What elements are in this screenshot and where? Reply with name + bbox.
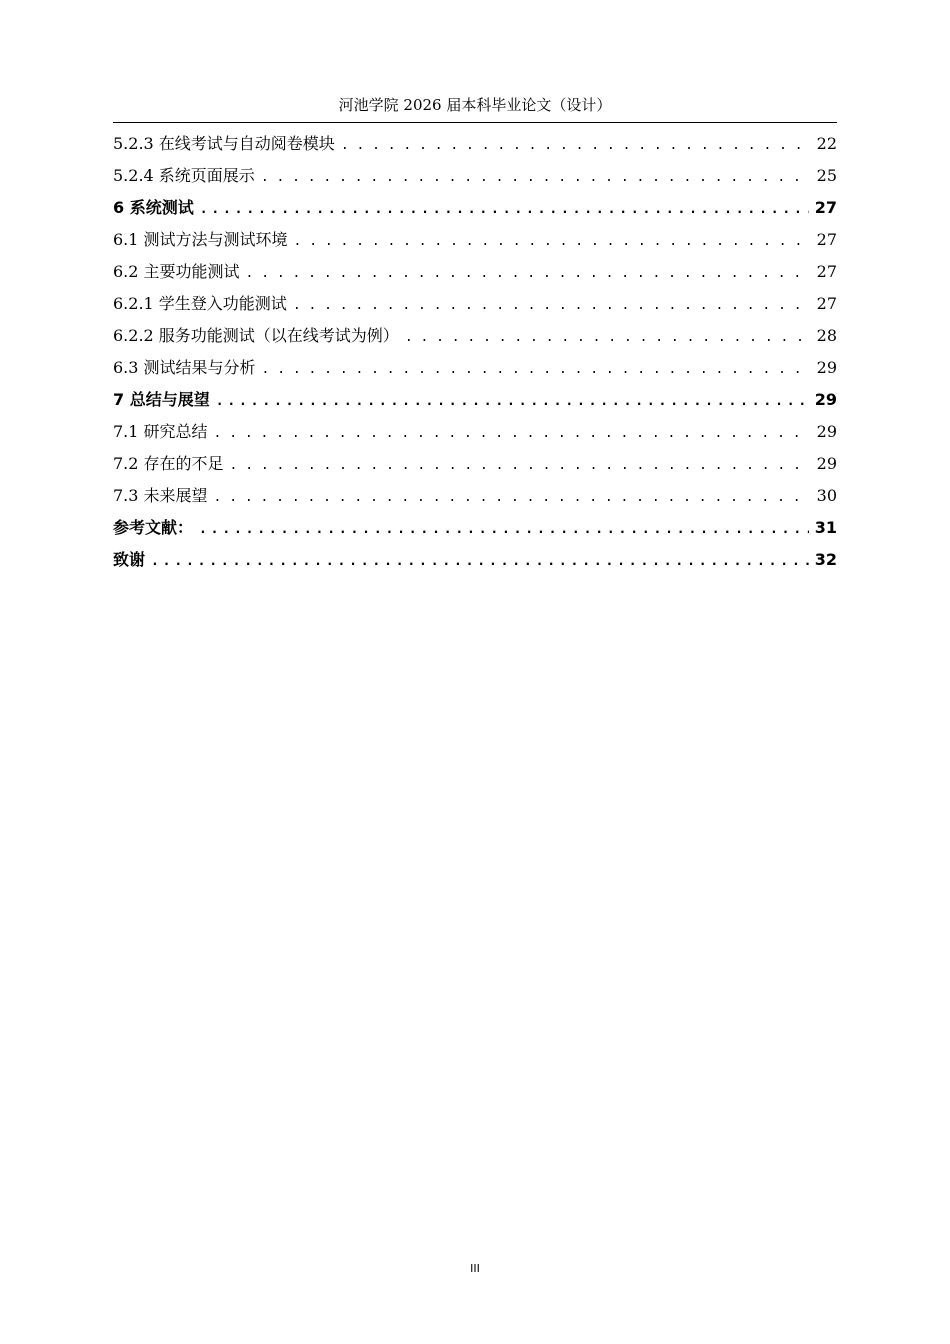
toc-entry-label: 7 总结与展望 [113, 390, 210, 409]
toc-entry-page: 29 [814, 390, 837, 409]
toc-entry[interactable] [113, 416, 837, 448]
toc-entry-label: 7.1 研究总结 [113, 422, 208, 441]
toc-leader-dots [294, 224, 811, 256]
toc-leader-dots [246, 256, 811, 288]
toc-entry-page: 27 [816, 230, 837, 249]
toc-chapter-entry[interactable] [113, 384, 837, 416]
toc-entry-label: 致谢 [113, 550, 146, 569]
toc-entry[interactable] [113, 128, 837, 160]
toc-entry-page: 32 [814, 550, 837, 569]
toc-leader-dots [216, 384, 809, 416]
toc-entry-page: 27 [816, 294, 837, 313]
toc-leader-dots [214, 416, 811, 448]
toc-entry-label: 参考文献： [113, 518, 194, 537]
toc-entry[interactable] [113, 320, 837, 352]
header-divider [113, 122, 837, 123]
toc-entry-label: 5.2.4 系统页面展示 [113, 166, 255, 185]
header-title: 河池学院 2026 届本科毕业论文（设计） [338, 96, 612, 114]
toc-entry[interactable] [113, 480, 837, 512]
toc-leader-dots [261, 160, 811, 192]
toc-leader-dots [293, 288, 811, 320]
toc-entry[interactable] [113, 352, 837, 384]
toc-entry-page: 31 [814, 518, 837, 537]
toc-entry-label: 6.2.2 服务功能测试（以在线考试为例） [113, 326, 399, 345]
toc-leader-dots [405, 320, 811, 352]
toc-leader-dots [214, 480, 811, 512]
toc-entry-page: 25 [816, 166, 837, 185]
table-of-contents [113, 128, 837, 576]
page-number: III [470, 1262, 480, 1275]
toc-entry[interactable] [113, 256, 837, 288]
toc-entry-page: 22 [816, 134, 837, 153]
toc-entry-page: 28 [816, 326, 837, 345]
toc-entry-page: 30 [816, 486, 837, 505]
toc-chapter-entry[interactable] [113, 512, 837, 544]
toc-entry-label: 7.2 存在的不足 [113, 454, 224, 473]
toc-chapter-entry[interactable] [113, 192, 837, 224]
toc-entry-label: 6 系统测试 [113, 198, 194, 217]
toc-chapter-entry[interactable] [113, 544, 837, 576]
toc-entry[interactable] [113, 224, 837, 256]
toc-entry-page: 29 [816, 454, 837, 473]
toc-entry-page: 29 [816, 422, 837, 441]
toc-entry[interactable] [113, 448, 837, 480]
toc-leader-dots [262, 352, 811, 384]
toc-leader-dots [200, 192, 809, 224]
toc-entry[interactable] [113, 160, 837, 192]
toc-leader-dots [151, 544, 809, 576]
toc-entry-page: 27 [814, 198, 837, 217]
page-footer [0, 1262, 950, 1275]
toc-entry[interactable] [113, 288, 837, 320]
toc-entry-label: 7.3 未来展望 [113, 486, 208, 505]
toc-leader-dots [230, 448, 811, 480]
toc-leader-dots [341, 128, 811, 160]
toc-entry-page: 29 [816, 358, 837, 377]
page-header [113, 94, 837, 116]
toc-entry-label: 5.2.3 在线考试与自动阅卷模块 [113, 134, 335, 153]
toc-leader-dots [199, 512, 809, 544]
toc-entry-page: 27 [816, 262, 837, 281]
toc-entry-label: 6.3 测试结果与分析 [113, 358, 256, 377]
toc-entry-label: 6.2.1 学生登入功能测试 [113, 294, 287, 313]
toc-entry-label: 6.1 测试方法与测试环境 [113, 230, 288, 249]
toc-entry-label: 6.2 主要功能测试 [113, 262, 240, 281]
